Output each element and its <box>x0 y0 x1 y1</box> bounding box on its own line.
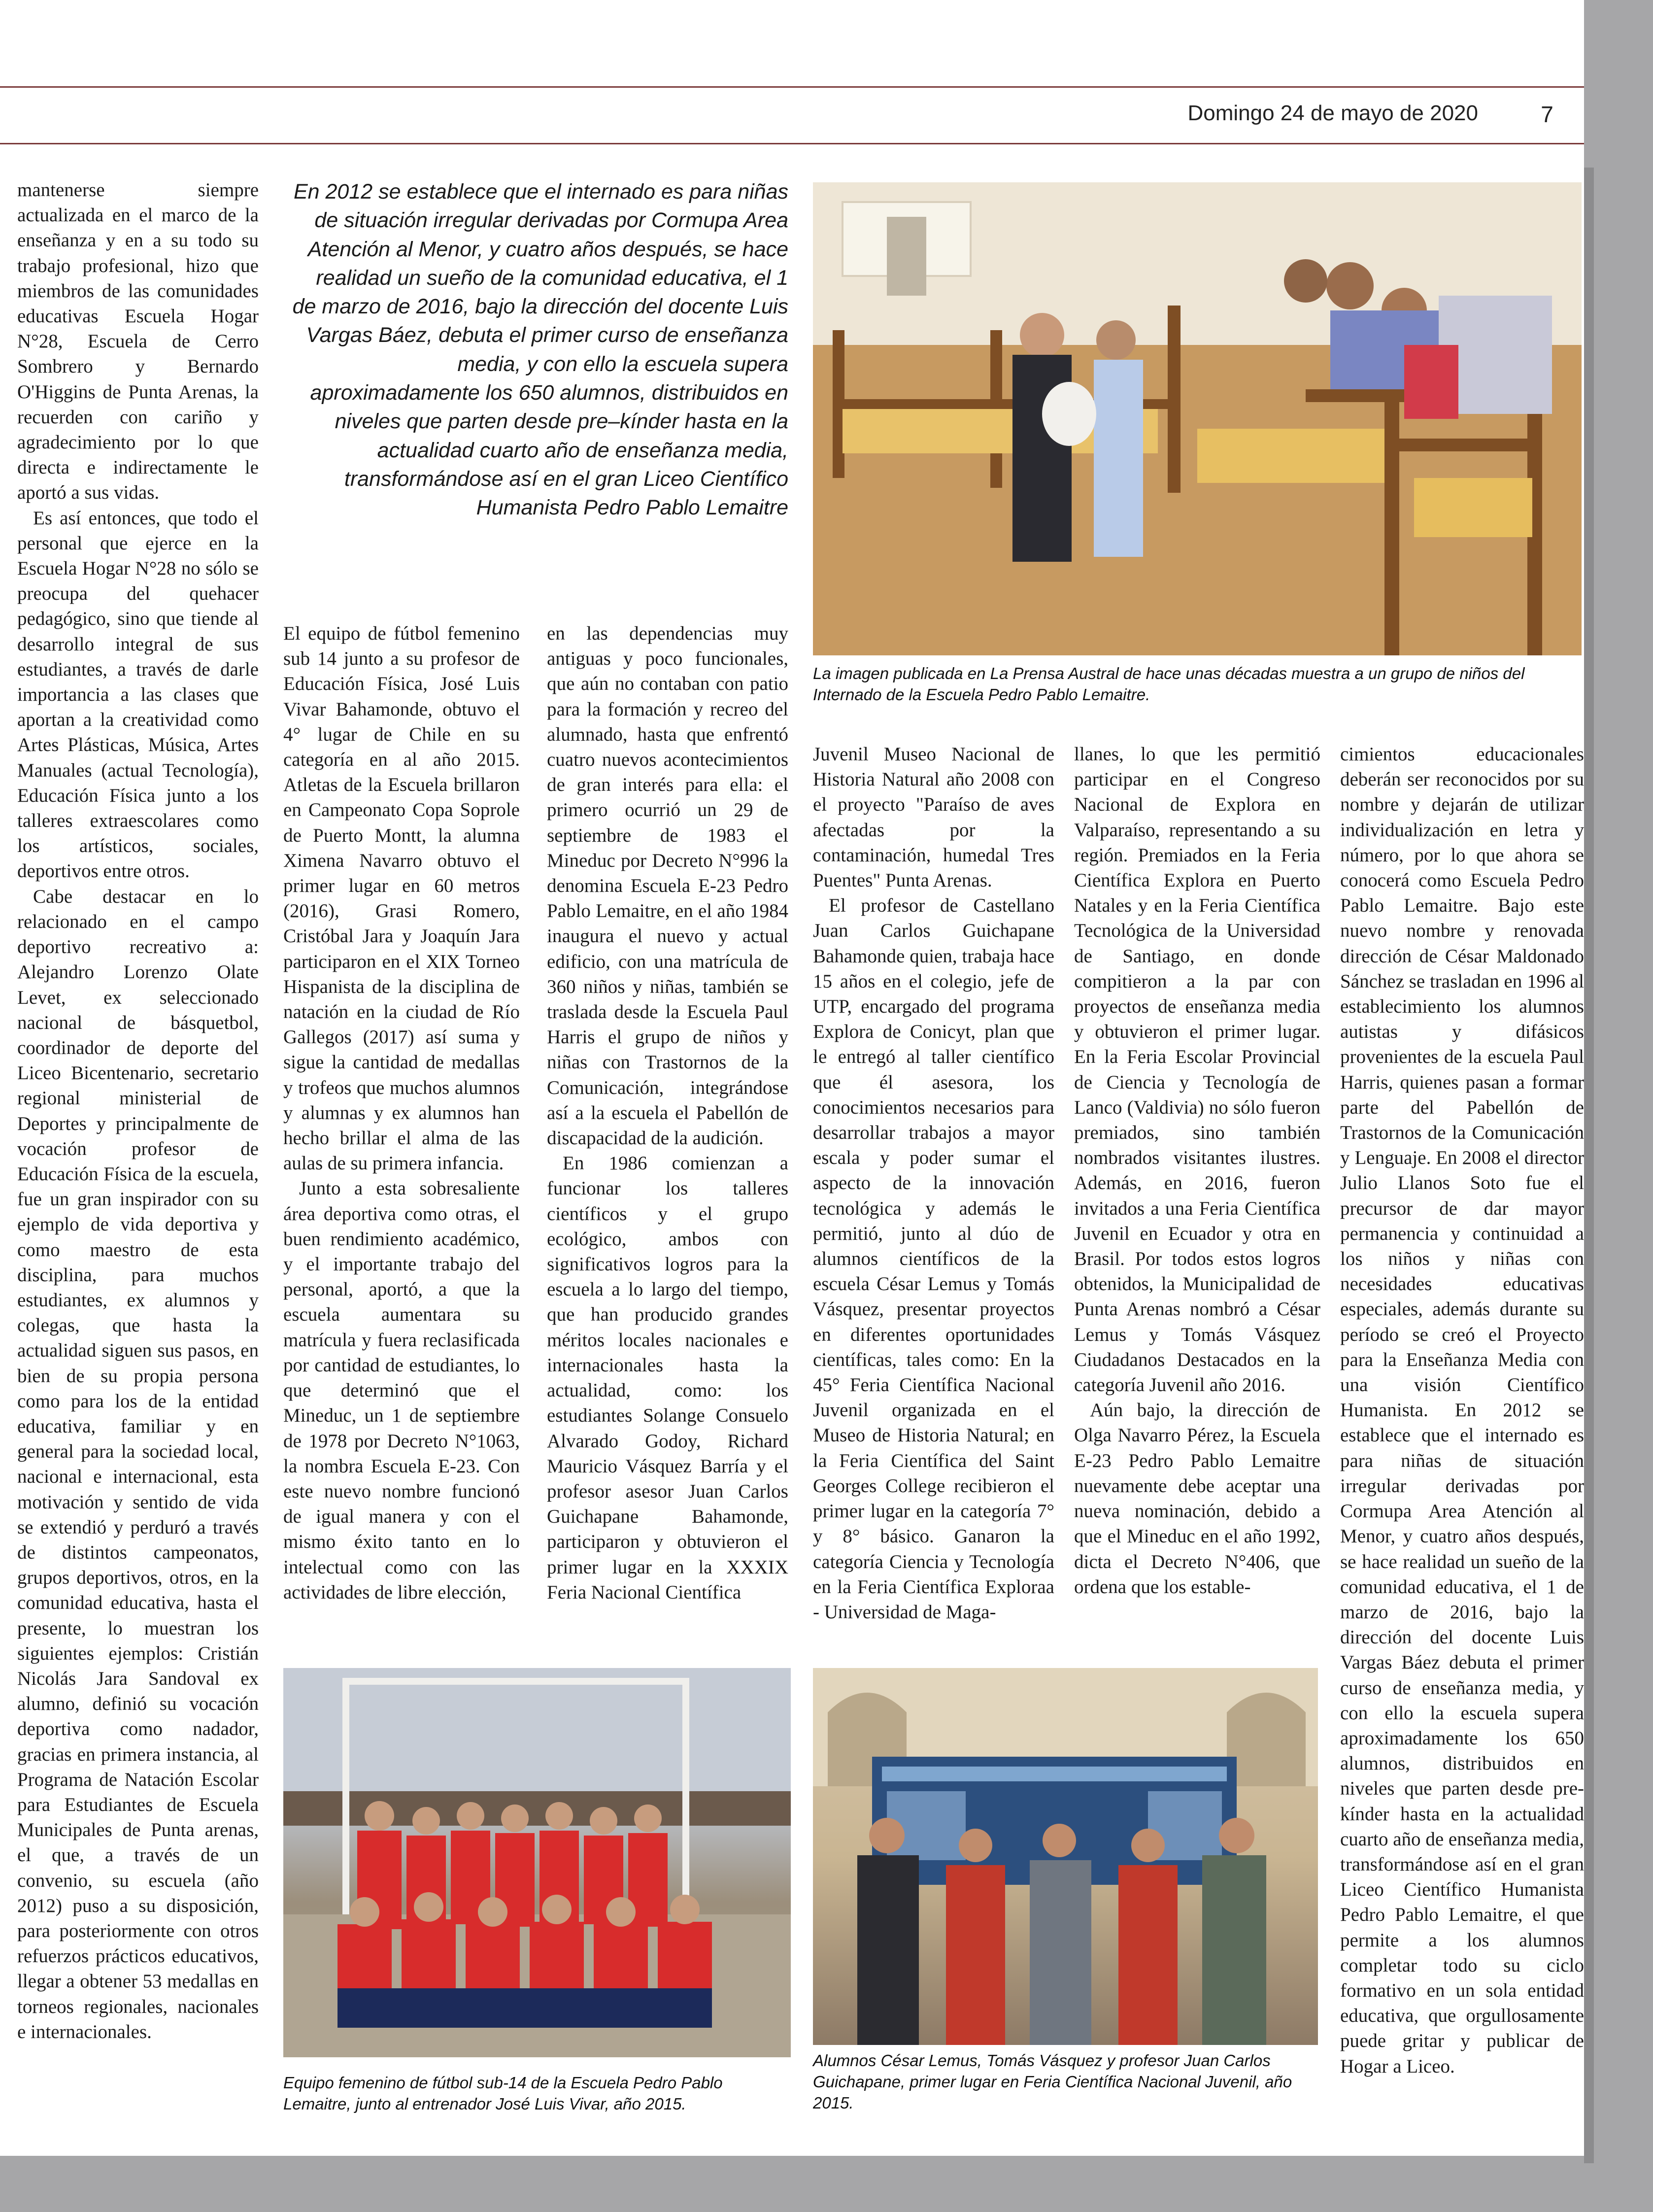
article-column-6 <box>1340 742 1584 2129</box>
paragraph: Aún bajo, la dirección de Olga Navarro Pérez, la Escuela E-23 Pedro Pablo Lemaitre nuevamente debe aceptar una nueva nominación, debido a que el Mineduc en el año 1992, dicta el Decreto N°406, que ordena que los estable- <box>1074 1399 1320 1598</box>
paragraph: Junto a esta sobresaliente área deportiva como otras, el buen rendimiento académico, y el importante trabajo del personal, aportó, a que la escuela aumentara su matrícula y fuera reclasificada por cantidad de estudiantes, lo que determinó que el Mineduc, un 1 de septiembre de 1978 por Decreto N°1063, la nombra Escuela E-23. Con este nuevo nombre funcionó de igual manera y con el mismo éxito tanto en lo intelectual como con las actividades de libre elección, <box>283 1178 520 1603</box>
article-column-5 <box>1074 742 1320 1663</box>
page-number: 7 <box>1541 102 1553 127</box>
dormitory-illustration <box>813 182 1582 655</box>
paragraph: Es así entonces, que todo el personal que ejerce en la Escuela Hogar N°28 no sólo se preocupa del quehacer pedagógico, sino que tiende al desarrollo integral de sus estudiantes, a través de darle importancia a las clases que aportan a la creatividad como Artes Plásticas, Música, Artes Manuales (actual Tecnología), Educación Física junto a los talleres extraescolares como los artísticos, sociales, deportivos entre otros. <box>17 507 259 882</box>
football-team-photo <box>283 1668 791 2057</box>
dormitory-caption: La imagen publicada en La Prensa Austral de hace unas décadas muestra a un grupo de niños del Internado de la Escuela Pedro Pablo Lemaitre. <box>813 664 1525 704</box>
article-column-3 <box>547 621 788 1661</box>
paragraph: El equipo de fútbol femenino sub 14 junto a su profesor de Educación Física, José Luis Vivar Bahamonde, obtuvo el 4° lugar de Chile en su categoría en al año 2015. Atletas de la Escuela brillaron en Campeonato Copa Soprole de Puerto Montt, la alumna Ximena Navarro obtuvo el primer lugar en 60 metros (2016), Grasi Romero, Cristóbal Jara y Joaquín Jara participaron en el XIX Torneo Hispanista de la disciplina de natación en la ciudad de Río Gallegos (2017) así suma y sigue la cantidad de medallas y trofeos que muchos alumnos y alumnas y ex alumnos han hecho brillar el alma de las aulas de su primera infancia. <box>283 623 520 1174</box>
article-column-4 <box>813 742 1054 1663</box>
paragraph: Cabe destacar en lo relacionado en el campo deportivo recreativo a: Alejandro Lorenzo Olate Levet, ex seleccionado nacional de básquetbol, coordinador de deporte del Liceo Bicentenario, secretario regional ministerial de Deportes y principalmente de vocación profesor de Educación Física de la escuela, fue un gran inspirador con su ejemplo de vida deportiva y como maestro de esta disciplina, para muchos estudiantes, ex alumnos y colegas, que hasta la actualidad siguen sus pasos, en bien de su propia persona como para los de la entidad educativa, familiar y en general para la sociedad local, nacional e internacional, esta motivación y sentido de vida se extendió y perduró a través de distintos campeonatos, grupos deportivos, otros, en la comunidad educativa, hasta el presente, lo muestran los siguientes ejemplos: Cristián Nicolás Jara Sandoval ex alumno, definió su vocación deportiva como nadador, gracias en primera instancia, al Programa de Natación Escolar para Estudiantes de Escuela Municipales de Punta arenas, el que, a través de un convenio, su escuela (año 2012) puso a su disposición, para posteriormente con otros refuerzos prácticos educativos, llegar a obtener 53 medallas en torneos regionales, nacionales e internacionales. <box>17 885 259 2042</box>
pull-quote: En 2012 se establece que el internado es para niñas de situación irregular derivadas por Cormupa Area Atención al Menor, y cuatro años después, se hace realidad un sueño de la comunidad educativa, el 1 de marzo de 2016, bajo la dirección del docente Luis Vargas Báez, debuta el primer curso de enseñanza media, y con ello la escuela supera aproximadamente los 650 alumnos, distribuidos en niveles que parten desde pre–kínder hasta en la actualidad cuarto año de enseñanza media, transformándose así en el gran Liceo Científico Humanista Pedro Pablo Lemaitre <box>292 180 788 520</box>
science-fair-photo <box>813 1668 1318 2045</box>
paragraph: llanes, lo que les permitió participar en el Congreso Nacional de Explora en Valparaíso, representando a su región. Premiados en la Feria Científica Explora en Puerto Natales y en la Feria Científica Tecnológica de la Universidad de Santiago, en donde compitieron a la par con proyectos de enseñanza media y obtuvieron el primer lugar. En la Feria Escolar Provincial de Ciencia y Tecnología de Lanco (Valdivia) no sólo fueron premiados, sino también nombrados visitantes ilustres. Además, en 2016, fueron invitados a una Feria Científica Juvenil en Ecuador y otra en Brasil. Por todos estos logros obtenidos, la Municipalidad de Punta Arenas nombró a César Lemus y Tomás Vásquez Ciudadanos Destacados en la categoría Juvenil año 2016. <box>1074 744 1320 1396</box>
paragraph: en las dependencias muy antiguas y poco funcionales, que aún no contaban con patio para la formación y recreo del alumnado, hasta que enfrentó cuatro nuevos acontecimientos de gran interés para ella: el primero ocurrió un 29 de septiembre de 1983 el Mineduc por Decreto N°996 la denomina Escuela E-23 Pedro Pablo Lemaitre, en el año 1984 inaugura el nuevo y actual edificio, con una matrícula de 360 niños y niñas, también se traslada desde la Escuela Paul Harris el grupo de niños y niñas con Trastornos de la Comunicación, integrándose así a la escuela el Pabellón de discapacidad de la audición. <box>547 623 788 1149</box>
paragraph: cimientos educacionales deberán ser reconocidos por su nombre y dejarán de utilizar individualización en letra y número, por lo que ahora se conocerá como Escuela Pedro Pablo Lemaitre. Bajo este nuevo nombre y renovada dirección de César Maldonado Sánchez se trasladan en 1996 al establecimiento los alumnos autistas y difásicos provenientes de la escuela Paul Harris, quienes pasan a formar parte del Pabellón de Trastornos de la Comunicación y Lenguaje. En 2008 el director Julio Llanos Soto fue el precursor de dar mayor permanencia y continuidad a los niños y niñas con necesidades educativas especiales, además durante su período se creó el Proyecto para la Enseñanza Media con una visión Científico Humanista. En 2012 se establece que el internado es para niñas de situación irregular derivadas por Cormupa Area Atención al Menor, y cuatro años después, se hace realidad un sueño de la comunidad educativa, el 1 de marzo de 2016, bajo la dirección del docente Luis Vargas Báez debuta el primer curso de enseñanza media, y con ello la escuela supera aproximadamente los 650 alumnos, distribuidos en niveles que parten desde pre-kínder hasta en la actualidad cuarto año de enseñanza media, transformándose así en el gran Liceo Científico Humanista Pedro Pablo Lemaitre, el que permite a los alumnos completar todo su ciclo formativo en un sola entidad educativa, que orgullosamente puede gritar y publicar de Hogar a Liceo. <box>1340 744 1584 2077</box>
science-fair-illustration <box>813 1668 1318 2045</box>
article-column-1 <box>17 177 259 2126</box>
page-shadow <box>1584 168 1594 2163</box>
football-caption: Equipo femenino de fútbol sub-14 de la Escuela Pedro Pablo Lemaitre, junto al entrenador José Luis Vivar, año 2015. <box>283 2074 723 2113</box>
football-team-illustration <box>283 1668 791 2057</box>
header-date: Domingo 24 de mayo de 2020 <box>1187 101 1478 125</box>
article-column-2 <box>283 621 520 1661</box>
paragraph: Juvenil Museo Nacional de Historia Natural año 2008 con el proyecto "Paraíso de aves afectadas por la contaminación, humedal Tres Puentes" Punta Arenas. <box>813 744 1054 891</box>
header-bottom-rule <box>0 143 1584 144</box>
science-fair-caption: Alumnos César Lemus, Tomás Vásquez y profesor Juan Carlos Guichapane, primer lugar en Feria Científica Nacional Juvenil, año 2015. <box>813 2051 1292 2112</box>
header-top-rule <box>0 86 1584 88</box>
paragraph: mantenerse siempre actualizada en el marco de la enseñanza y en a su todo su trabajo profesional, hizo que miembros de las comunidades educativas Escuela Hogar N°28, Escuela de Cerro Sombrero y Bernardo O'Higgins de Punta Arenas, la recuerden con cariño y agradecimiento por lo que directa e indirectamente le aportó a sus vidas. <box>17 179 259 504</box>
paragraph: En 1986 comienzan a funcionar los talleres científicos y el grupo ecológico, ambos con significativos logros para la escuela a lo largo del tiempo, que han producido grandes méritos locales nacionales e internacionales hasta la actualidad, como: los estudiantes Solange Consuelo Alvarado Godoy, Richard Mauricio Vásquez Barría y el profesor asesor Juan Carlos Guichapane Bahamonde, participaron y obtuvieron el primer lugar en la XXXIX Feria Nacional Científica <box>547 1153 788 1603</box>
paragraph: El profesor de Castellano Juan Carlos Guichapane Bahamonde quien, trabaja hace 15 años en el colegio, jefe de UTP, encargado del programa Explora de Conicyt, plan que le entregó al taller científico que él asesora, los conocimientos necesarios para desarrollar trabajos a mayor escala y poder sumar el aspecto de la innovación tecnológica y además le permitió, junto al dúo de alumnos científicos de la escuela César Lemus y Tomás Vásquez, presentar proyectos en diferentes oportunidades científicas, tales como: En la 45° Feria Científica Nacional Juvenil organizada en el Museo de Historia Natural; en la Feria Científica del Saint Georges College recibieron el primer lugar en la categoría 7° y 8° básico. Ganaron la categoría Ciencia y Tecnología en la Feria Científica Exploraa - Universidad de Maga- <box>813 895 1054 1623</box>
dormitory-photo <box>813 182 1582 655</box>
